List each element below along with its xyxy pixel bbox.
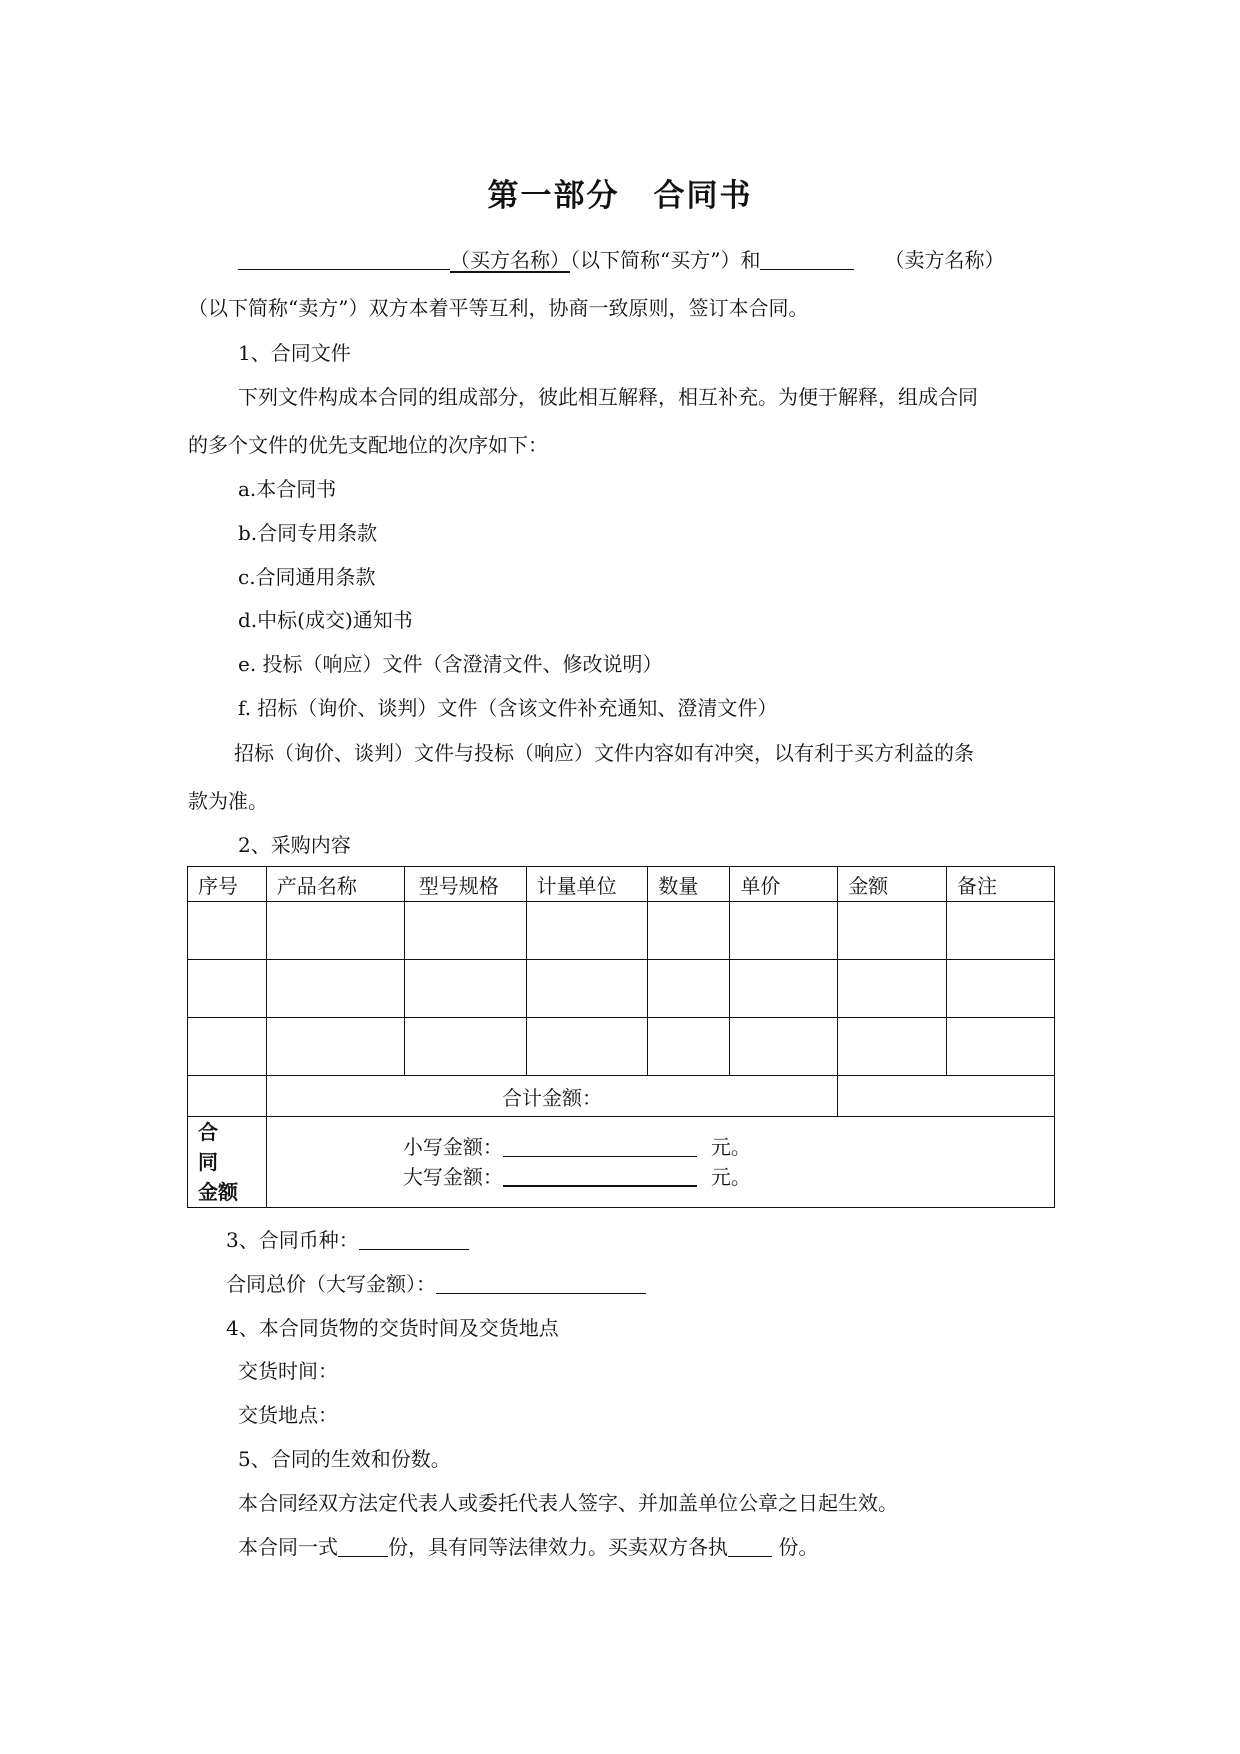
col-index: 序号	[188, 867, 267, 902]
currency-blank[interactable]	[359, 1227, 469, 1250]
total-price-blank[interactable]	[436, 1271, 646, 1294]
conflict-para-2: 款为准。	[188, 789, 268, 813]
section2-heading: 2、采购内容	[238, 833, 351, 857]
copies-clause	[238, 1533, 818, 1561]
table-cell[interactable]	[188, 1018, 267, 1076]
big-amount-label: 大写金额：	[402, 1165, 503, 1189]
buyer-name-hint: （买方名称）	[450, 248, 570, 272]
total-row	[188, 1076, 1055, 1117]
table-row	[188, 960, 1055, 1018]
table-cell[interactable]	[730, 960, 838, 1018]
table-cell[interactable]	[730, 902, 838, 960]
small-amount-yuan: 元。	[710, 1135, 751, 1159]
doc-item-b: b.合同专用条款	[238, 521, 378, 545]
table-cell[interactable]	[648, 902, 730, 960]
small-amount-label: 小写金额：	[402, 1135, 503, 1159]
table-cell[interactable]	[266, 1018, 404, 1076]
total-amount-value[interactable]	[838, 1076, 1055, 1117]
table-row	[188, 902, 1055, 960]
table-header-row	[188, 867, 1055, 902]
buyer-name-blank[interactable]	[238, 247, 450, 270]
contract-amount-row	[188, 1117, 1055, 1208]
delivery-place: 交货地点：	[238, 1403, 338, 1427]
copies-text-a: 本合同一式	[238, 1535, 338, 1559]
big-amount-line	[403, 1162, 1054, 1192]
col-product-name: 产品名称	[266, 867, 404, 902]
table-cell[interactable]	[947, 1018, 1055, 1076]
col-unit-price: 单价	[730, 867, 838, 902]
table-cell[interactable]	[188, 960, 267, 1018]
doc-item-a: a.本合同书	[238, 477, 337, 501]
total-price-label: 合同总价（大写金额）：	[226, 1272, 436, 1296]
table-cell[interactable]	[526, 1018, 648, 1076]
seller-name-hint: （卖方名称）	[884, 248, 1005, 272]
contract-amount-label	[188, 1117, 267, 1208]
big-amount-blank[interactable]	[503, 1163, 697, 1187]
total-price-line	[226, 1270, 646, 1298]
table-cell[interactable]	[526, 960, 648, 1018]
section1-heading: 1、合同文件	[238, 341, 351, 365]
table-cell[interactable]	[526, 902, 648, 960]
delivery-time: 交货时间：	[238, 1359, 338, 1383]
col-unit: 计量单位	[526, 867, 648, 902]
contract-amount-cell	[266, 1117, 1054, 1208]
small-amount-line	[403, 1132, 1054, 1162]
table-cell[interactable]	[838, 1018, 947, 1076]
table-cell[interactable]	[947, 960, 1055, 1018]
big-amount-yuan: 元。	[710, 1165, 751, 1189]
table-cell[interactable]	[188, 902, 267, 960]
table-cell[interactable]	[838, 960, 947, 1018]
purchase-table	[187, 866, 1055, 1208]
section4-heading: 4、本合同货物的交货时间及交货地点	[226, 1316, 559, 1340]
seller-name-blank[interactable]	[760, 247, 854, 270]
doc-item-f: f. 招标（询价、谈判）文件（含该文件补充通知、澄清文件）	[238, 696, 778, 720]
doc-item-e: e. 投标（响应）文件（含澄清文件、修改说明）	[238, 652, 663, 676]
table-cell[interactable]	[266, 960, 404, 1018]
table-row	[188, 1018, 1055, 1076]
intro-mid: （以下简称“买方”）和	[570, 248, 761, 272]
conflict-para-1: 招标（询价、谈判）文件与投标（响应）文件内容如有冲突，以有利于买方利益的条	[234, 741, 974, 765]
section5-heading: 5、合同的生效和份数。	[238, 1447, 451, 1471]
contract-amount-label-a: 合 同	[198, 1120, 232, 1174]
copies-each-blank[interactable]	[728, 1534, 772, 1557]
intro-line-2: （以下简称“卖方”）双方本着平等互利，协商一致原则，签订本合同。	[188, 296, 809, 320]
col-remark: 备注	[947, 867, 1055, 902]
table-cell[interactable]	[266, 902, 404, 960]
intro-line-1	[238, 246, 1004, 274]
table-cell[interactable]	[648, 960, 730, 1018]
small-amount-blank[interactable]	[503, 1134, 697, 1157]
effect-clause: 本合同经双方法定代表人或委托代表人签字、并加盖单位公章之日起生效。	[238, 1491, 898, 1515]
page-title	[0, 176, 1240, 216]
copies-text-c: 份。	[772, 1535, 819, 1559]
section1-para-2: 的多个文件的优先支配地位的次序如下：	[188, 433, 548, 457]
title-part: 第一部分	[487, 178, 620, 214]
table-cell[interactable]	[838, 902, 947, 960]
title-name: 合同书	[653, 178, 753, 214]
table-cell[interactable]	[648, 1018, 730, 1076]
doc-item-d: d.中标(成交)通知书	[238, 608, 413, 632]
table-cell[interactable]	[404, 1018, 526, 1076]
table-cell[interactable]	[947, 902, 1055, 960]
copies-text-b: 份，具有同等法律效力。买卖双方各执	[388, 1535, 728, 1559]
section3-heading: 3、合同币种：	[226, 1228, 359, 1252]
col-model-spec: 型号规格	[404, 867, 526, 902]
doc-item-c: c.合同通用条款	[238, 565, 376, 589]
table-cell[interactable]	[404, 902, 526, 960]
section1-para-1: 下列文件构成本合同的组成部分，彼此相互解释，相互补充。为便于解释，组成合同	[238, 385, 978, 409]
col-quantity: 数量	[648, 867, 730, 902]
section3-line	[226, 1226, 469, 1254]
contract-amount-label-b: 金额	[198, 1180, 238, 1204]
total-row-blank	[188, 1076, 267, 1117]
table-cell[interactable]	[730, 1018, 838, 1076]
total-amount-label: 合计金额：	[266, 1076, 837, 1117]
copies-total-blank[interactable]	[338, 1534, 388, 1557]
col-amount: 金额	[838, 867, 947, 902]
table-cell[interactable]	[404, 960, 526, 1018]
